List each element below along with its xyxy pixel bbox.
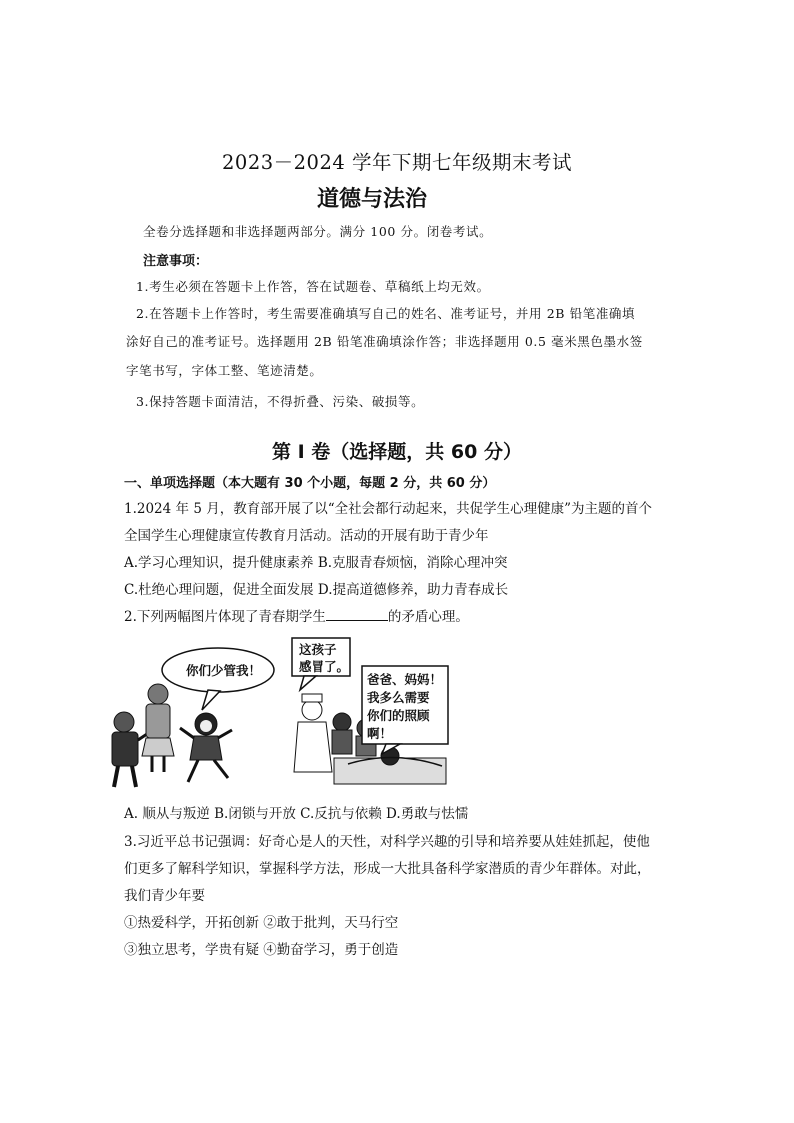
- cartoon-illustration: [104, 632, 449, 792]
- right-main-bubble-line: 你们的照顾: [367, 708, 430, 723]
- right-main-bubble-line: 我多么需要: [367, 690, 430, 705]
- instruction-item: 3.保持答题卡面清洁，不得折叠、污染、破损等。: [136, 394, 425, 409]
- instructions-heading: 注意事项：: [143, 254, 209, 269]
- right-cartoon-panel: [292, 638, 448, 784]
- instructions-intro: 全卷分选择题和非选择题两部分。满分 100 分。闭卷考试。: [143, 224, 493, 239]
- question-2-options: A. 顺从与叛逆 B.闭锁与开放 C.反抗与依赖 D.勇敢与怯懦: [124, 806, 469, 822]
- instruction-item: 1.考生必须在答题卡上作答，答在试题卷、草稿纸上均无效。: [136, 279, 490, 294]
- right-top-bubble-line: 这孩子: [299, 642, 337, 657]
- question-1-stem-line: 1.2024 年 5 月，教育部开展了以“全社会都行动起来，共促学生心理健康”为主题的首个: [124, 501, 653, 517]
- question-2-stem-after: 的矛盾心理。: [387, 609, 469, 625]
- part-title: 一、单项选择题（本大题有 30 个小题，每题 2 分，共 60 分）: [124, 476, 496, 491]
- question-2-stem: [124, 605, 469, 625]
- left-cartoon-panel: [112, 648, 274, 787]
- right-top-bubble-line: 感冒了。: [299, 659, 350, 674]
- section-title: 第 I 卷（选择题，共 60 分）: [272, 441, 522, 463]
- answer-blank: [326, 608, 388, 621]
- right-main-bubble-line: 爸爸、妈妈！: [367, 672, 443, 687]
- question-2-stem-before: 2.下列两幅图片体现了青春期学生: [124, 609, 326, 625]
- question-3-stem-line: 我们青少年要: [124, 888, 205, 904]
- question-3-stem-line: 3.习近平总书记强调：好奇心是人的天性，对科学兴趣的引导和培养要从娃娃抓起，使他: [124, 834, 650, 850]
- question-3-stem-line: 们更多了解科学知识，掌握科学方法，形成一大批具备科学家潜质的青少年群体。对此，: [124, 861, 651, 877]
- instruction-item: 涂好自己的准考证号。选择题用 2B 铅笔准确填涂作答；非选择题用 0.5 毫米黑色墨水签: [126, 334, 643, 349]
- question-3-option-line: ③独立思考，学贵有疑 ④勤奋学习，勇于创造: [124, 942, 399, 958]
- exam-subject: 道德与法治: [316, 187, 427, 212]
- instruction-item: 字笔书写，字体工整、笔迹清楚。: [126, 363, 323, 378]
- question-3-option-line: ①热爱科学，开拓创新 ②敢于批判，天马行空: [124, 915, 399, 931]
- instruction-item: 2.在答题卡上作答时，考生需要准确填写自己的姓名、准考证号，并用 2B 铅笔准确填: [136, 306, 636, 321]
- question-1-option-line: C.杜绝心理问题，促进全面发展 D.提高道德修养，助力青春成长: [124, 582, 509, 598]
- question-1-stem-line: 全国学生心理健康宣传教育月活动。活动的开展有助于青少年: [124, 528, 489, 544]
- exam-title: 2023－2024 学年下期七年级期末考试: [222, 151, 572, 174]
- question-1-option-line: A.学习心理知识，提升健康素养 B.克服青春烦恼，消除心理冲突: [124, 555, 508, 571]
- right-main-bubble-line: 啊！: [367, 726, 393, 741]
- left-bubble-text: 你们少管我！: [186, 663, 262, 678]
